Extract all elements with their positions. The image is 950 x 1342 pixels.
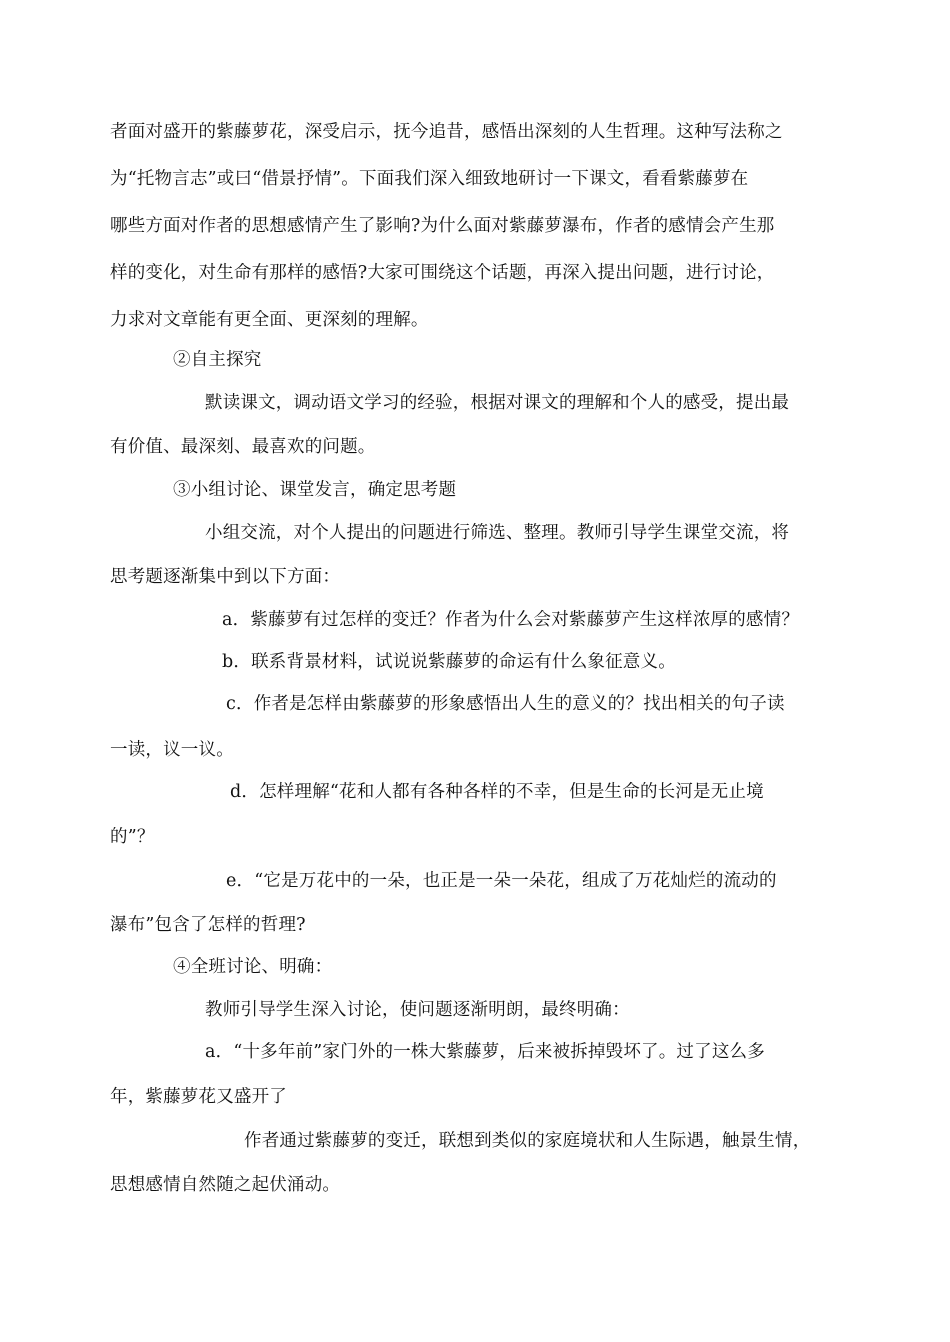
question-item: a．紫藤萝有过怎样的变迁？作者为什么会对紫藤萝产生这样浓厚的感情？ [222,610,800,630]
text-line: 小组交流，对个人提出的问题进行筛选、整理。教师引导学生课堂交流，将 [205,523,790,543]
text-line: 哪些方面对作者的思想感情产生了影响?为什么面对紫藤萝瀑布，作者的感情会产生那 [110,216,775,236]
text-line: 一读，议一议。 [110,740,234,760]
question-item: c．作者是怎样由紫藤萝的形象感悟出人生的意义的？找出相关的句子读 [226,694,785,714]
text-line: 样的变化，对生命有那样的感悟?大家可围绕这个话题，再深入提出问题，进行讨论， [110,263,775,283]
text-line: 者面对盛开的紫藤萝花，深受启示，抚今追昔，感悟出深刻的人生哲理。这种写法称之 [110,122,783,142]
section-heading: ④全班讨论、明确： [173,957,333,977]
text-line: 作者通过紫藤萝的变迁，联想到类似的家庭境状和人生际遇，触景生情， [244,1131,811,1151]
section-heading: ③小组讨论、课堂发言，确定思考题 [173,480,457,500]
question-item: d．怎样理解“花和人都有各种各样的不幸，但是生命的长河是无止境 [230,782,764,802]
text-line: 的”？ [110,827,155,847]
text-line: 年，紫藤萝花又盛开了 [110,1087,287,1107]
text-line: 为“托物言志”或曰“借景抒情”。下面我们深入细致地研讨一下课文，看看紫藤萝在 [110,169,749,189]
question-item: b．联系背景材料，试说说紫藤萝的命运有什么象征意义。 [222,652,676,672]
text-line: 瀑布”包含了怎样的哲理? [110,915,306,935]
text-line: 有价值、最深刻、最喜欢的问题。 [110,437,376,457]
question-item: e．“它是万花中的一朵，也正是一朵一朵花，组成了万花灿烂的流动的 [226,871,777,891]
text-line: 力求对文章能有更全面、更深刻的理解。 [110,310,429,330]
text-line: 默读课文，调动语文学习的经验，根据对课文的理解和个人的感受，提出最 [205,393,790,413]
section-heading: ②自主探究 [173,350,262,370]
answer-item: a．“十多年前”家门外的一株大紫藤萝，后来被拆掉毁坏了。过了这么多 [205,1042,765,1062]
text-line: 思考题逐渐集中到以下方面： [110,567,341,587]
text-line: 思想感情自然随之起伏涌动。 [110,1175,341,1195]
text-line: 教师引导学生深入讨论，使问题逐渐明朗，最终明确： [205,1000,630,1020]
